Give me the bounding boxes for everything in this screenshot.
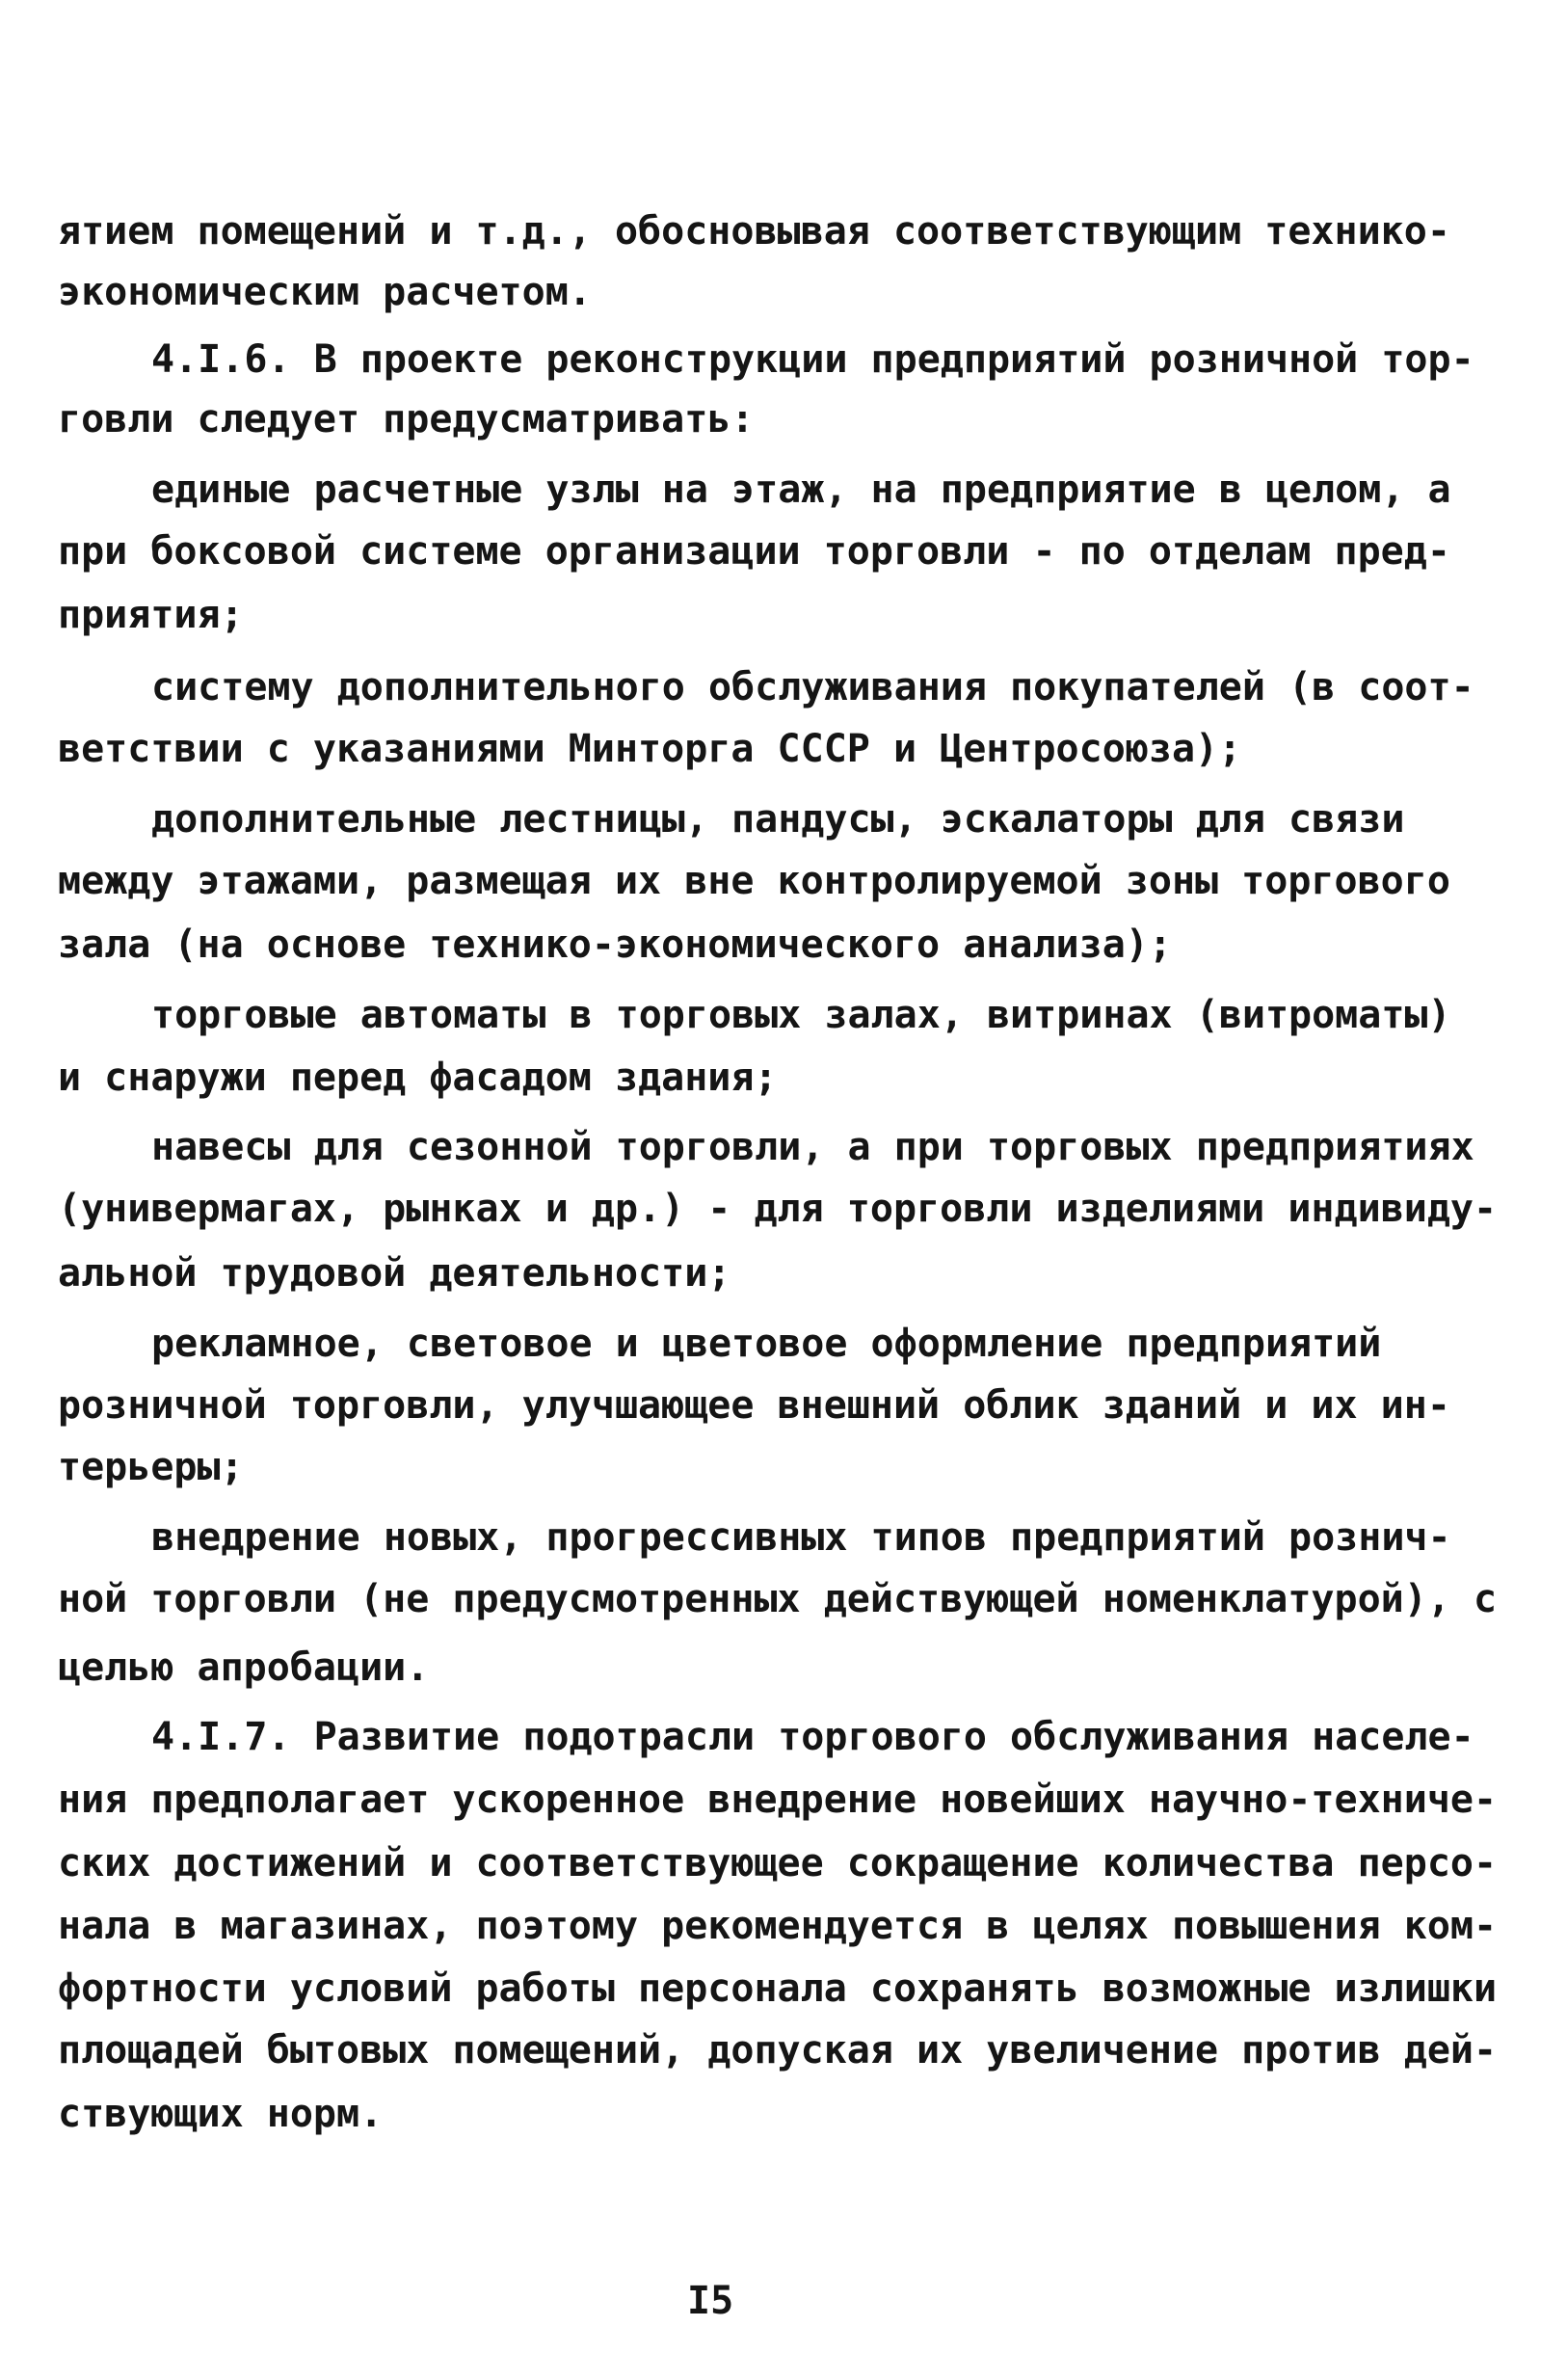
text-line: целью апробации. (58, 1645, 430, 1690)
text-line: ветствии с указаниями Минторга СССР и Центросоюза); (58, 727, 1242, 771)
text-line: ния предполагает ускоренное внедрение новейших научно-техниче- (58, 1778, 1498, 1822)
text-line: приятия; (58, 593, 244, 637)
text-line: 4.I.7. Развитие подотрасли торгового обслуживания населе- (151, 1715, 1474, 1759)
text-line: фортности условий работы персонала сохранять возможные излишки (58, 1966, 1498, 2011)
text-line: дополнительные лестницы, пандусы, эскалаторы для связи (151, 797, 1405, 842)
text-line: экономическим расчетом. (58, 270, 592, 314)
text-line: ятием помещений и т.д., обосновывая соответствующим технико- (58, 209, 1450, 254)
text-line: навесы для сезонной торговли, а при торговых предприятиях (151, 1125, 1474, 1169)
text-line: альной трудовой деятельности; (58, 1251, 731, 1296)
text-line: говли следует предусматривать: (58, 397, 755, 441)
text-line: при боксовой системе организации торговли - по отделам пред- (58, 529, 1450, 574)
text-line: нала в магазинах, поэтому рекомендуется в целях повышения ком- (58, 1904, 1498, 1948)
text-line: рекламное, световое и цветовое оформление предприятий (151, 1322, 1382, 1366)
text-line: внедрение новых, прогрессивных типов предприятий рознич- (151, 1515, 1451, 1560)
text-line: ствующих норм. (58, 2092, 384, 2136)
text-line: 4.I.6. В проекте реконструкции предприятий розничной тор- (151, 337, 1474, 382)
text-line: торговые автоматы в торговых залах, витринах (витроматы) (151, 993, 1451, 1037)
text-line: между этажами, размещая их вне контролируемой зоны торгового (58, 859, 1450, 903)
page-number: I5 (687, 2279, 734, 2323)
text-line: розничной торговли, улучшающее внешний облик зданий и их ин- (58, 1383, 1450, 1428)
text-line: (универмагах, рынках и др.) - для торговли изделиями индивиду- (58, 1187, 1498, 1231)
text-line: площадей бытовых помещений, допуская их увеличение против дей- (58, 2028, 1498, 2072)
text-line: ной торговли (не предусмотренных действующей номенклатурой), с (58, 1577, 1498, 1621)
text-line: и снаружи перед фасадом здания; (58, 1056, 778, 1100)
text-line: терьеры; (58, 1445, 244, 1489)
text-line: зала (на основе технико-экономического анализа); (58, 923, 1172, 967)
text-line: систему дополнительного обслуживания покупателей (в соот- (151, 665, 1474, 709)
text-line: единые расчетные узлы на этаж, на предприятие в целом, а (151, 468, 1451, 512)
text-line: ских достижений и соответствующее сокращение количества персо- (58, 1841, 1498, 1885)
